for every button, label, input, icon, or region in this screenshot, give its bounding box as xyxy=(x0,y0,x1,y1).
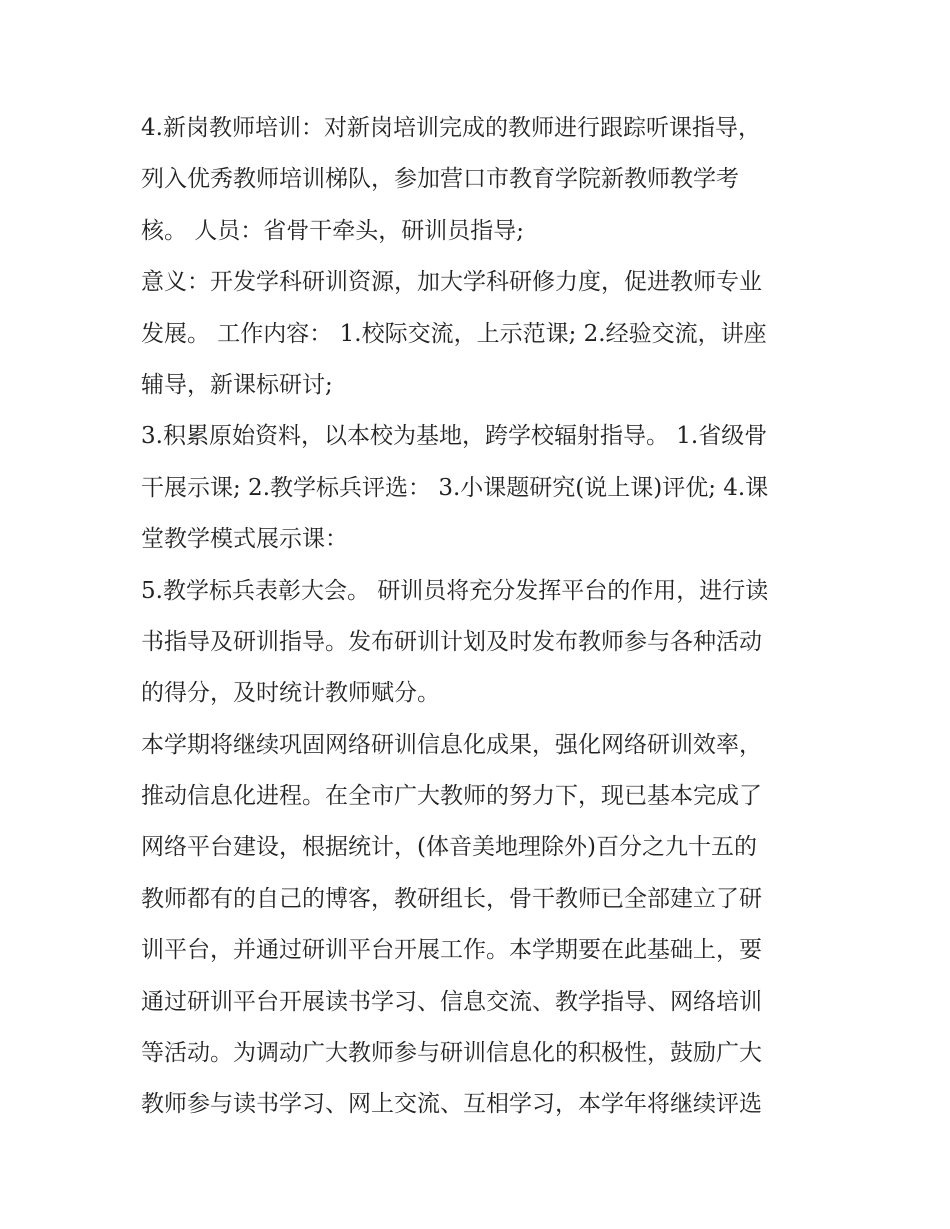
text-line: 列入优秀教师培训梯队，参加营口市教育学院新教师教学考 xyxy=(141,166,739,193)
text-line: 通过研训平台开展读书学习、信息交流、教学指导、网络培训 xyxy=(141,988,762,1015)
text-line: 教师参与读书学习、网上交流、互相学习，本学年将继续评选 xyxy=(141,1091,762,1118)
text-line: 3.积累原始资料，以本校为基地，跨学校辐射指导。 1.省级骨 xyxy=(141,423,768,450)
text-line: 推动信息化进程。在全市广大教师的努力下，现已基本完成了 xyxy=(141,783,762,810)
text-line: 意义：开发学科研训资源，加大学科研修力度，促进教师专业 xyxy=(141,269,762,296)
text-line: 核。 人员：省骨干牵头，研训员指导; xyxy=(141,217,525,244)
text-line: 的得分，及时统计教师赋分。 xyxy=(141,680,440,707)
text-line: 5.教学标兵表彰大会。 研训员将充分发挥平台的作用，进行读 xyxy=(141,577,769,604)
text-line: 发展。 工作内容： 1.校际交流，上示范课; 2.经验交流，讲座 xyxy=(141,320,767,347)
text-line: 本学期将继续巩固网络研训信息化成果，强化网络研训效率， xyxy=(141,731,762,758)
text-line: 网络平台建设，根据统计，(体音美地理除外)百分之九十五的 xyxy=(141,834,757,861)
document-body xyxy=(141,103,821,1131)
text-line: 等活动。为调动广大教师参与研训信息化的积极性，鼓励广大 xyxy=(141,1040,762,1067)
text-line: 干展示课; 2.教学标兵评选： 3.小课题研究(说上课)评优; 4.课 xyxy=(141,474,769,501)
text-line: 4.新岗教师培训：对新岗培训完成的教师进行跟踪听课指导， xyxy=(141,115,761,141)
text-line: 教师都有的自己的博客，教研组长，骨干教师已全部建立了研 xyxy=(141,885,762,912)
text-line: 训平台，并通过研训平台开展工作。本学期要在此基础上，要 xyxy=(141,937,762,964)
text-line: 辅导，新课标研讨; xyxy=(141,371,333,398)
text-line: 书指导及研训指导。发布研训计划及时发布教师参与各种活动 xyxy=(141,628,762,655)
text-line: 堂教学模式展示课： xyxy=(141,526,348,553)
